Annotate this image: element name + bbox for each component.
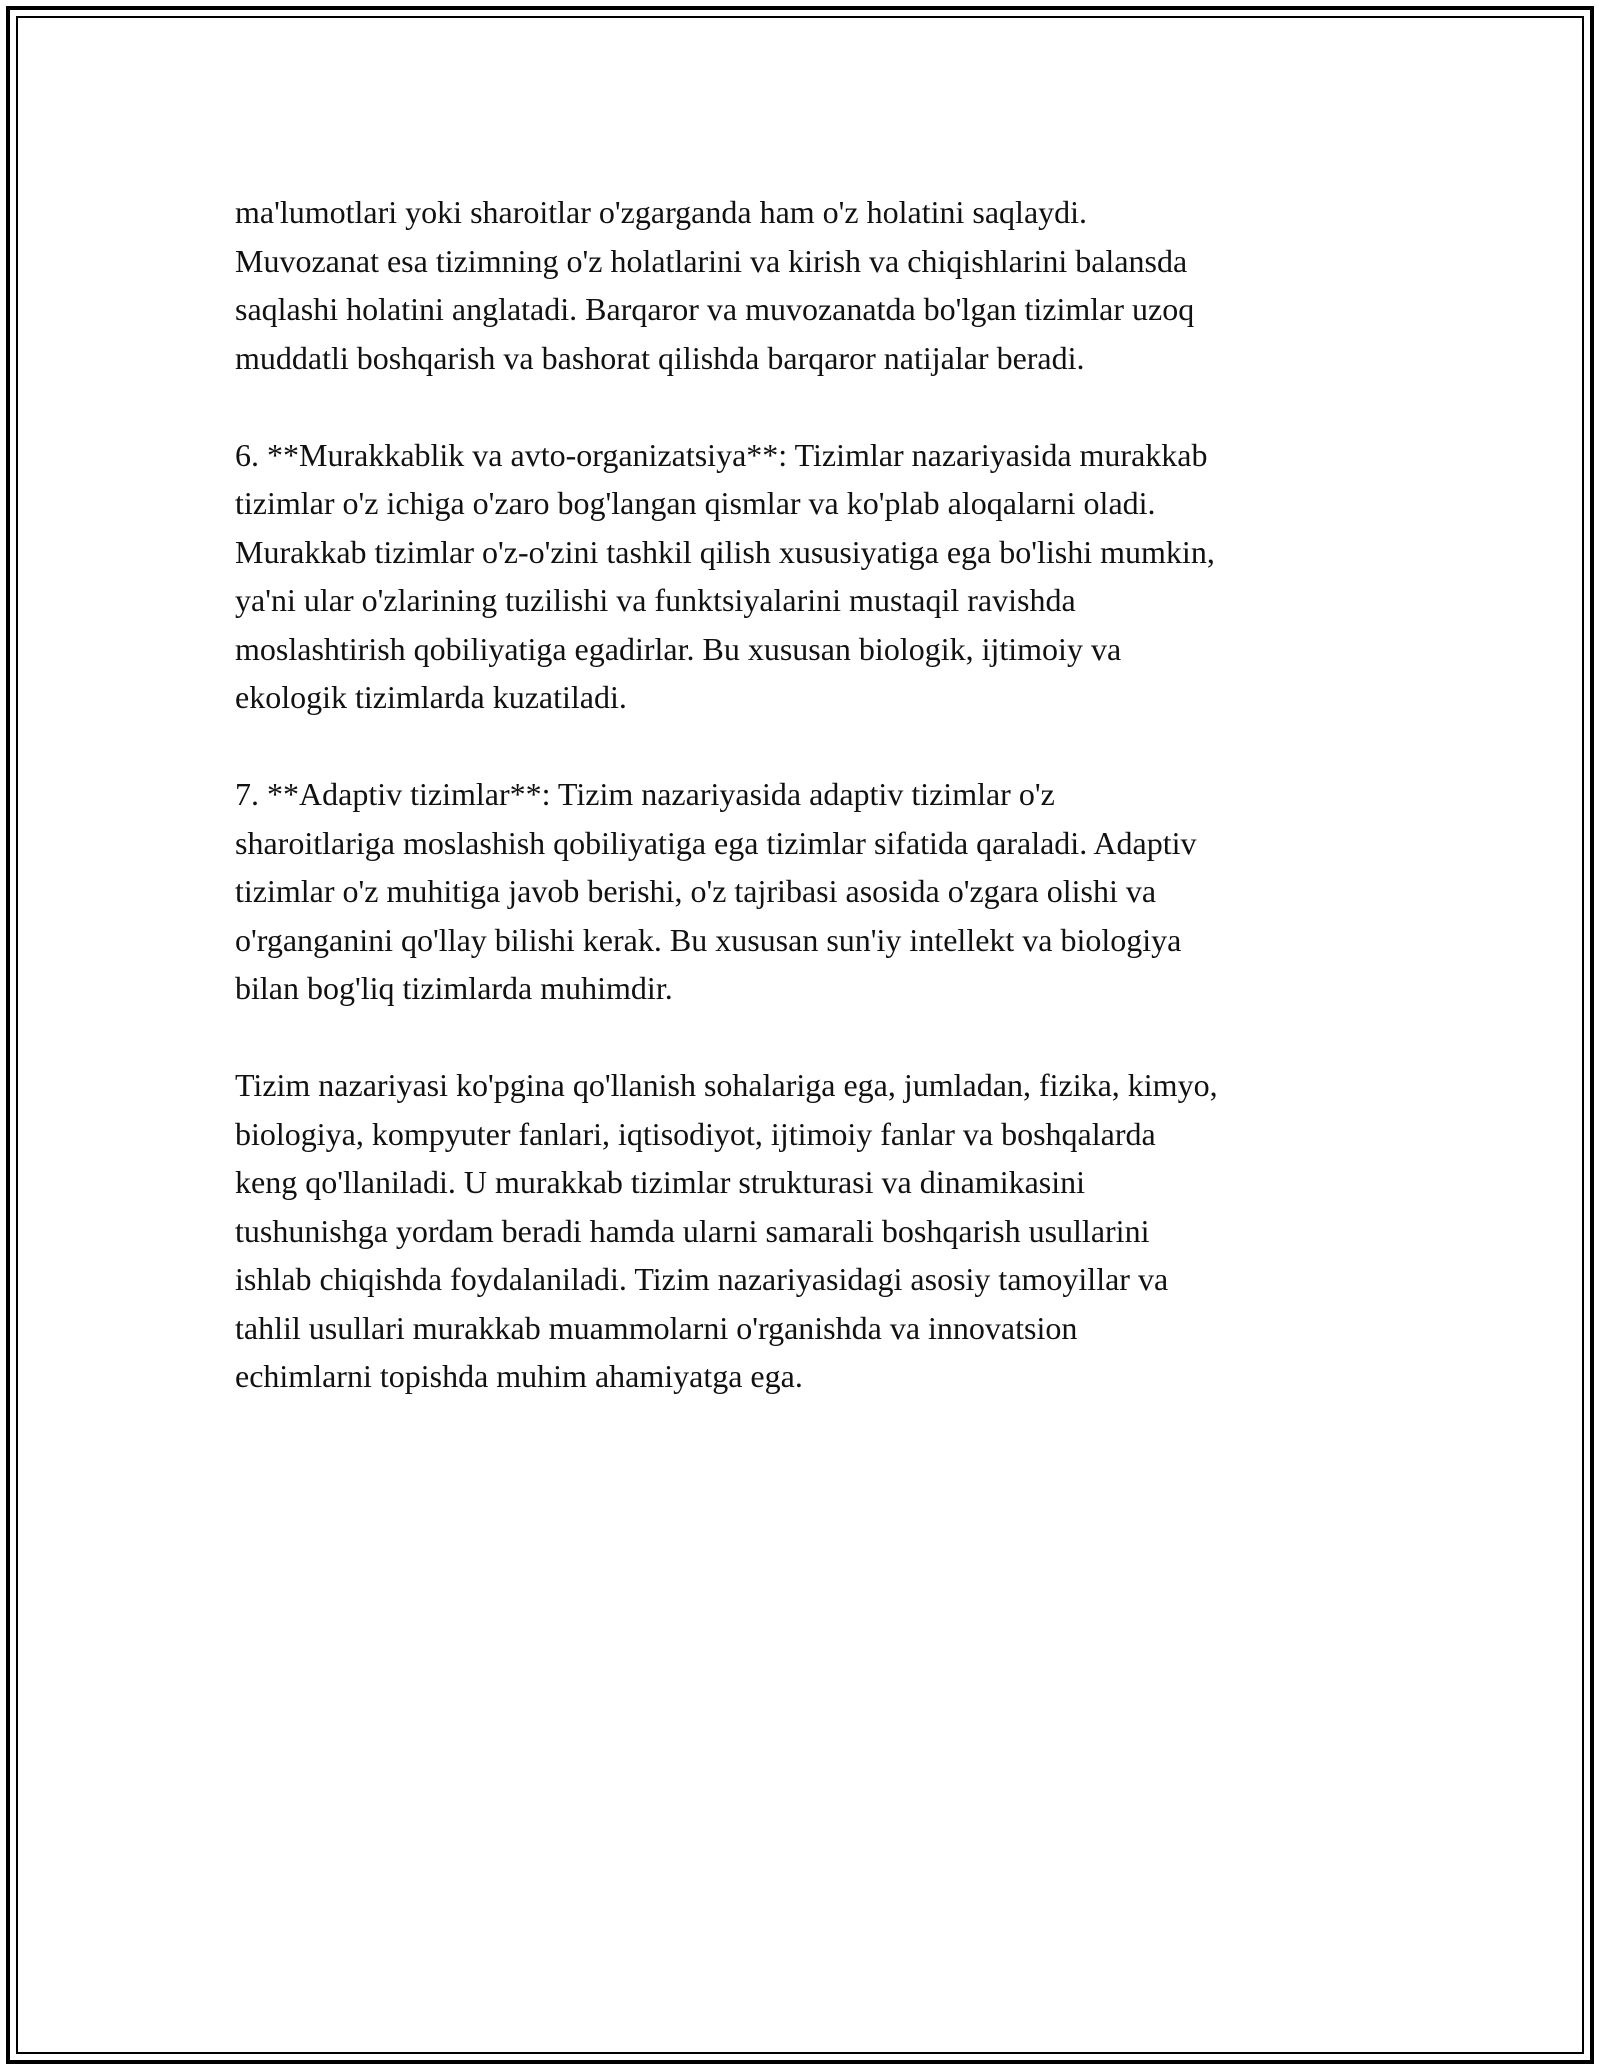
text-line: ya'ni ular o'zlarining tuzilishi va funktsiyalarini mustaqil ravishda <box>235 582 1076 618</box>
text-line: tizimlar o'z muhitiga javob berishi, o'z tajribasi asosida o'zgara olishi va <box>235 873 1157 909</box>
text-line: tizimlar o'z ichiga o'zaro bog'langan qismlar va ko'plab aloqalarni oladi. <box>235 485 1156 521</box>
paragraph-adaptive <box>235 770 1415 1013</box>
paragraph-complexity <box>235 431 1415 722</box>
text-line: 6. **Murakkablik va avto-organizatsiya**: Tizimlar nazariyasida murakkab <box>235 436 1208 473</box>
text-line: tushunishga yordam beradi hamda ularni samarali boshqarish usullarini <box>235 1212 1150 1249</box>
text-line: ishlab chiqishda foydalaniladi. Tizim nazariyasidagi asosiy tamoyillar va <box>235 1261 1169 1297</box>
text-line: Tizim nazariyasi ko'pgina qo'llanish sohalariga ega, jumladan, fizika, kimyo, <box>235 1067 1218 1103</box>
text-line: sharoitlariga moslashish qobiliyatiga ega tizimlar sifatida qaraladi. Adaptiv <box>235 824 1197 861</box>
text-line: Muvozanat esa tizimning o'z holatlarini va kirish va chiqishlarini balansda <box>235 242 1188 279</box>
text-line: ekologik tizimlarda kuzatiladi. <box>235 679 627 715</box>
document-body <box>235 188 1415 1449</box>
text-line: muddatli boshqarish va bashorat qilishda barqaror natijalar beradi. <box>235 339 1085 376</box>
text-line: moslashtirish qobiliyatiga egadirlar. Bu xususan biologik, ijtimoiy va <box>235 630 1122 667</box>
text-line: keng qo'llaniladi. U murakkab tizimlar strukturasi va dinamikasini <box>235 1164 1086 1200</box>
paragraph-stability-continuation <box>235 188 1415 382</box>
text-line: saqlashi holatini anglatadi. Barqaror va muvozanatda bo'lgan tizimlar uzoq <box>235 291 1195 327</box>
text-line: 7. **Adaptiv tizimlar**: Tizim nazariyasida adaptiv tizimlar o'z <box>235 776 1055 812</box>
text-line: ma'lumotlari yoki sharoitlar o'zgarganda ham o'z holatini saqlaydi. <box>235 194 1088 230</box>
text-line: echimlarni topishda muhim ahamiyatga ega. <box>235 1358 803 1394</box>
text-line: Murakkab tizimlar o'z-o'zini tashkil qilish xususiyatiga ega bo'lishi mumkin, <box>235 533 1215 570</box>
text-line: tahlil usullari murakkab muammolarni o'rganishda va innovatsion <box>235 1309 1078 1346</box>
text-line: o'rganganini qo'llay bilishi kerak. Bu xususan sun'iy intellekt va biologiya <box>235 921 1182 958</box>
paragraph-conclusion <box>235 1061 1415 1401</box>
text-line: bilan bog'liq tizimlarda muhimdir. <box>235 970 673 1006</box>
text-line: biologiya, kompyuter fanlari, iqtisodiyot, ijtimoiy fanlar va boshqalarda <box>235 1115 1156 1152</box>
